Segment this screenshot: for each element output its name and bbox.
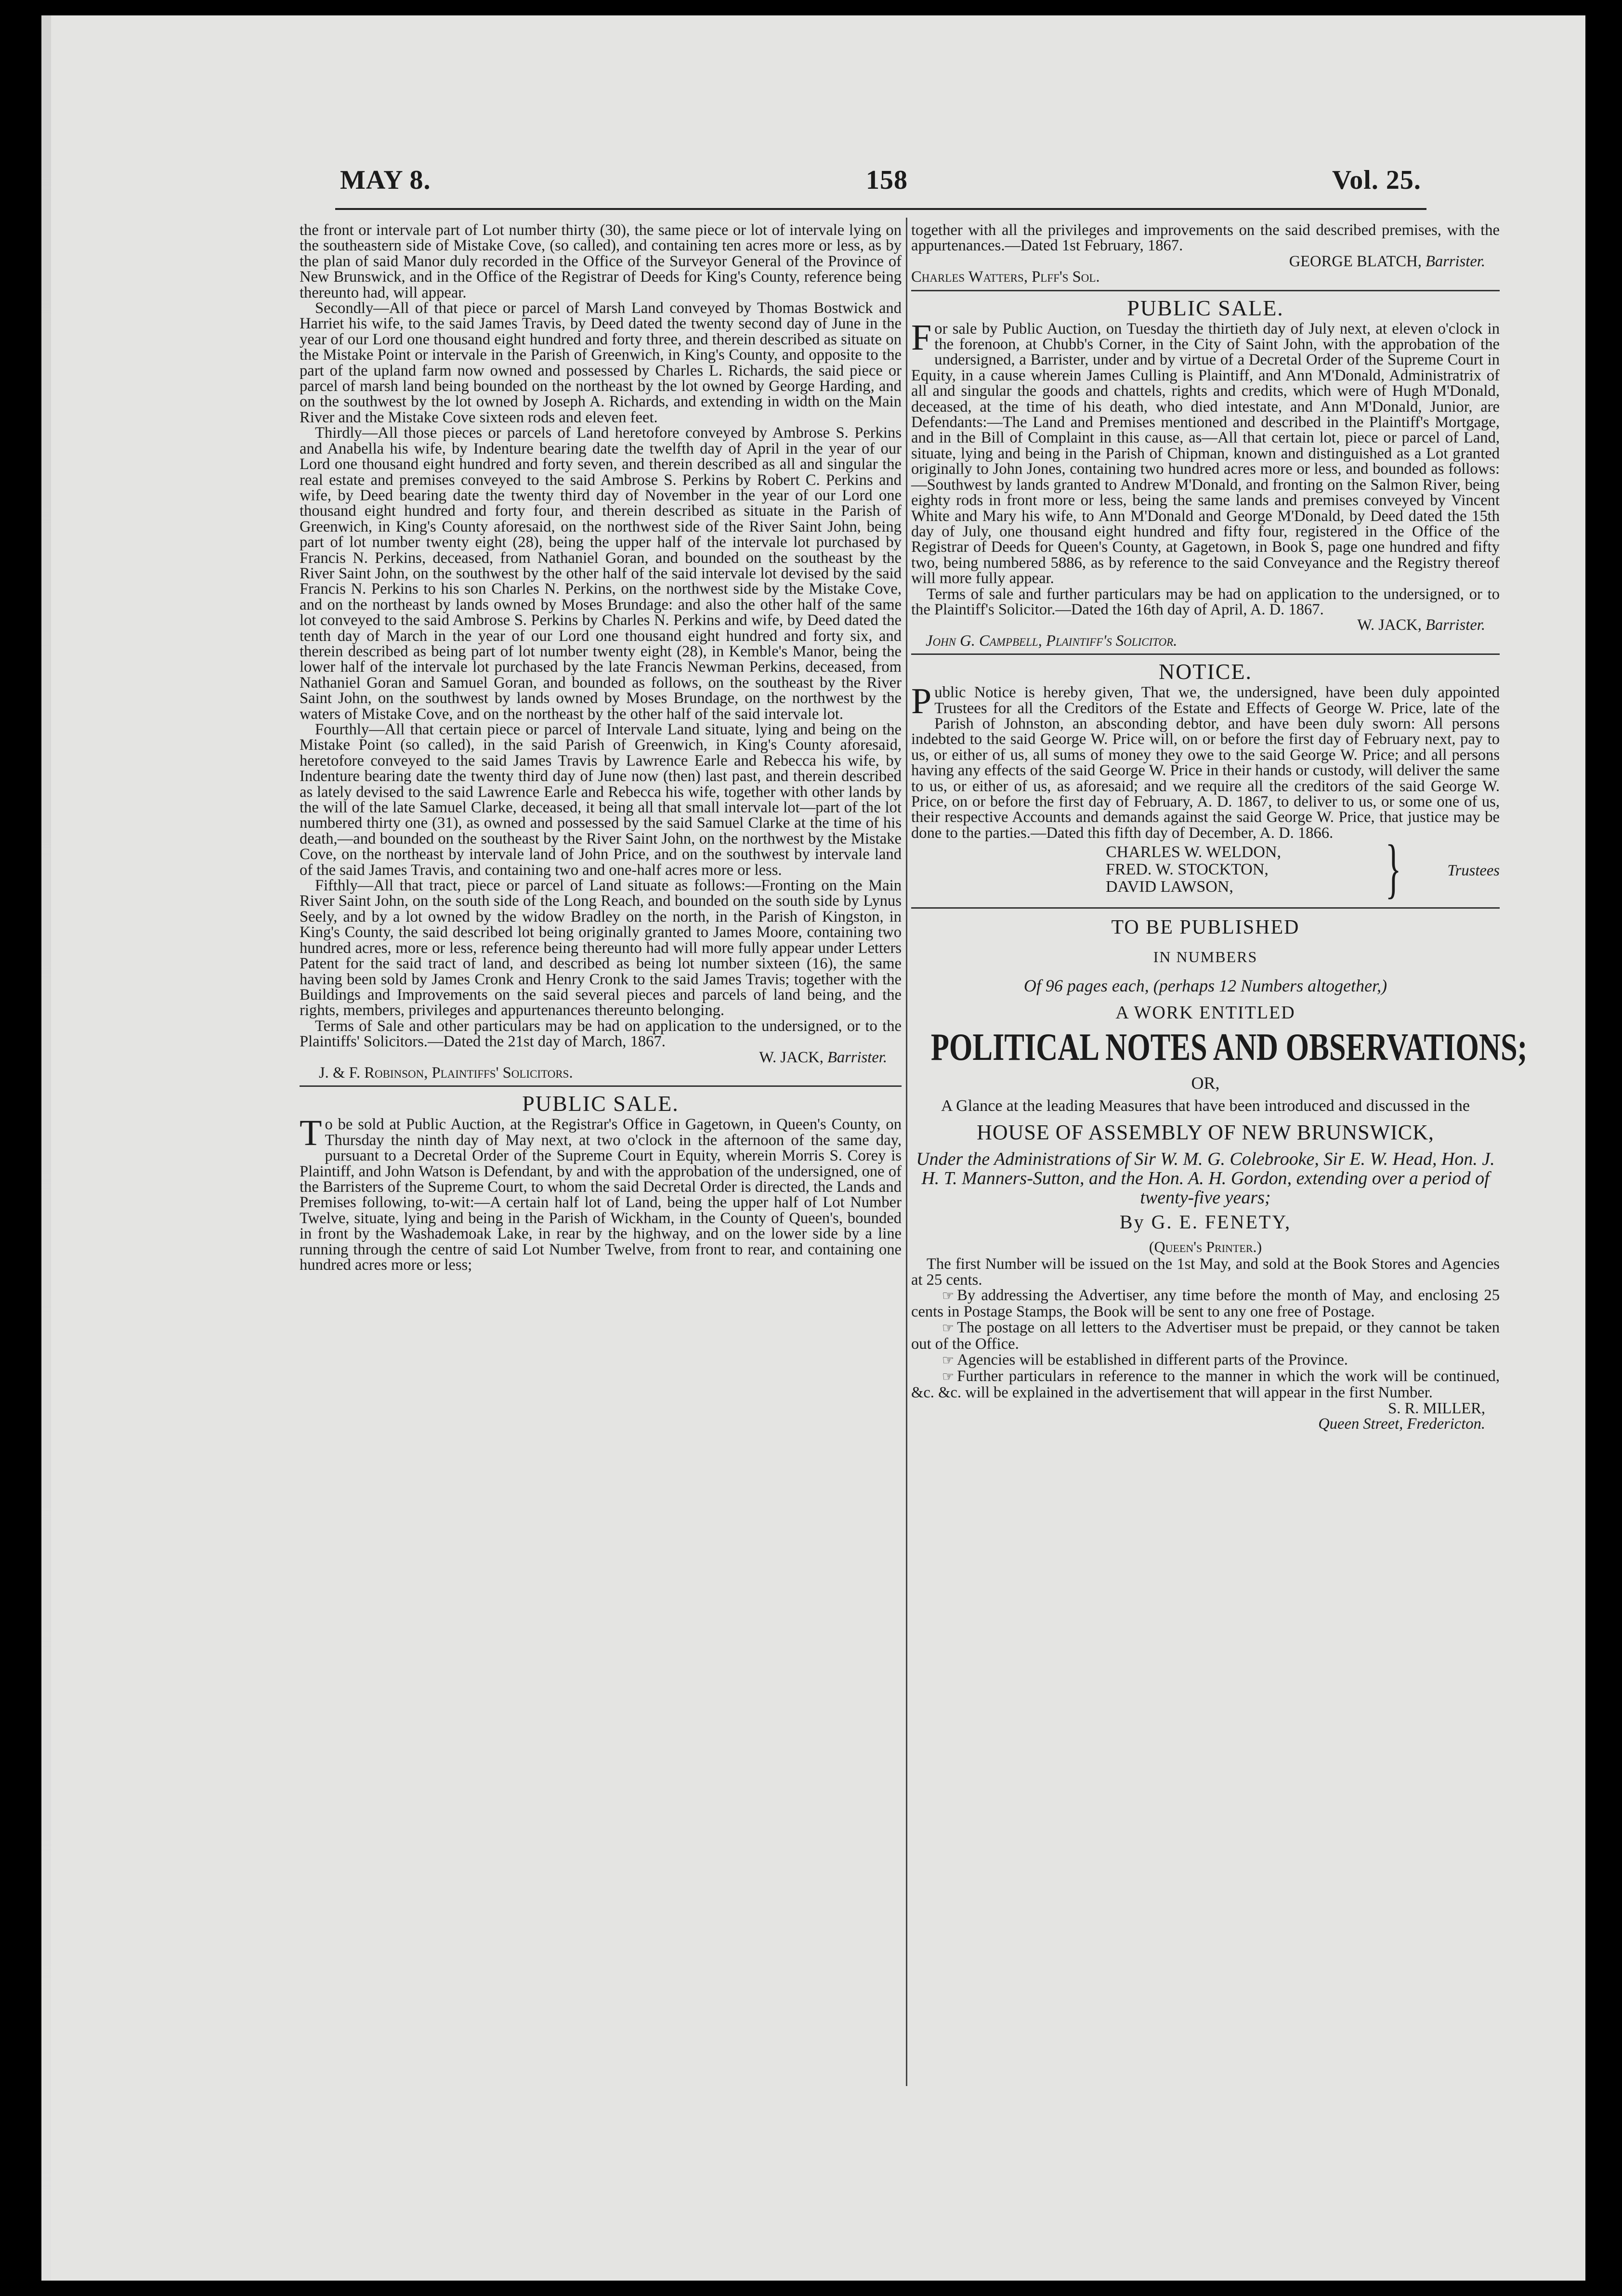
trustees-block: [911, 831, 1500, 905]
deed-paragraph-secondly: Secondly—All of that piece or parcel of Marsh Land conveyed by Thomas Bostwick and Harriet his wife, to the said James Travis, by Deed dated the twenty second day of June in the year of our Lord one thousand eight hundred and forty three, and therein described as situate on the Mistake Point or intervale in the Parish of Greenwich, in King's County, and opposite to the part of the upland farm now owned and possessed by Charles L. Richards, the said piece or parcel of marsh land being bounded on the northeast by the lot owned by George Harding, and on the southwest by the lot owned by Joseph A. Richards, and extending in width on the Main River and the Mistake Cove sixteen rods and eleven feet.: [300, 300, 902, 426]
signature-blatch: [911, 254, 1500, 269]
solicitor-line: Charles Watters, Plff's Sol.: [911, 268, 1100, 286]
deed-paragraph-first: the front or intervale part of Lot number thirty (30), the same piece or lot of intervale lying on the southeastern side of Mistake Cove, (so called), and containing ten acres more or less, as by the plan of said Manor duly recorded in the Office of the Surveyor General of the Province of New Brunswick, and in the Office of the Registrar of Deeds for King's County, reference being thereunto had, will appear.: [300, 222, 902, 301]
publication-printer: (Queen's Printer.): [1149, 1238, 1262, 1256]
publication-pages: Of 96 pages each, (perhaps 12 Numbers altogether,): [1023, 976, 1387, 996]
publication-author: By G. E. FENETY,: [1119, 1211, 1292, 1233]
notice-text: Public Notice is hereby given, That we, the undersigned, have been duly appointed Trustees for all the Creditors of the Estate and Effects of George W. Price, late of the Parish of Johnston, an absconding debtor, and have been duly sworn: All persons indebted to the said George W. Price will, on or before the first day of February next, pay to us, or either of us, all sums of money they owe to the said George W. Price; and all persons having any effects of the said George W. Price in their hands or custody, will deliver the same to us, or either of us, as aforesaid; and we require all the creditors of the said George W. Price, on or before the first day of February, A. D. 1867, to deliver to us, or some one of us, their respective Accounts and demands against the said George W. Price, that justice may be done to the parties.—Dated this fifth day of December, A. D. 1866.: [911, 681, 1500, 842]
signature: [300, 1050, 902, 1065]
signature-name: GEORGE BLATCH,: [1289, 252, 1422, 270]
trustee-name: CHARLES W. WELDON,: [1106, 843, 1281, 861]
publication-note-postage: [911, 1288, 1500, 1320]
trustee-name: FRED. W. STOCKTON,: [1106, 861, 1269, 879]
deed-paragraph-fifthly: Fifthly—All that tract, piece or parcel of Land situate as follows:—Fronting on the Main River Saint John, on the south side of the Long Reach, and bounded on the south side by Lynus Seely, and by a lot owned by the widow Bradley on the north, in the Parish of Kingston, in King's County, the said described lot being originally granted to James Moore, containing two hundred acres, more or less, reference being thereunto had will more fully appear under Letters Patent for the said tract of land, and described as being lot number sixteen (16), the same having been sold by James Cronk and Henry Cronk to the said James Travis; together with the Buildings and Improvements on the said several pieces and parcels of land being, and the rights, members, privileges and appurtenances thereunto belonging.: [300, 877, 902, 1019]
deed-paragraph-thirdly: Thirdly—All those pieces or parcels of Land heretofore conveyed by Ambrose S. Perkins and Anabella his wife, by Indenture bearing date the twelfth day of April in the year of our Lord one thousand eight hundred and forty seven, and therein described as all and singular the real estate and premises conveyed to the said Ambrose S. Perkins by Robert C. Perkins and wife, by Deed bearing date the twenty third day of November in the year of our Lord one thousand eight hundred and forty four, and therein described as situate in the Parish of Greenwich, in King's County aforesaid, on the northwest side of the River Saint John, being part of lot number twenty eight (28), being the upper half of the intervale lot purchased by Francis N. Perkins, deceased, from Nathaniel Goran, and bounded on the southeast by the River Saint John, on the southwest by the other half of the said intervale lot devised by the said Francis N. Perkins to his son Charles N. Perkins, on the northwest side by the Mistake Cove, and on the northeast by lands owned by Moses Brundage: and also the other half of the same lot conveyed to the said Ambrose S. Perkins by Charles N. Perkins and wife, by Deed dated the tenth day of March in the year of our Lord one thousand eight hundred and forty six, and therein described as being part of lot number twenty eight (28), in Kemble's Manor, being the lower half of the intervale lot purchased by the late Francis Newman Perkins, deceased, from Nathaniel Goran and Samuel Goran, and bounded as follows, on the southeast by the River Saint John, on the southwest by lands owned by Moses Brundage, on the northwest by the waters of Mistake Cove, and on the northeast by the other half of the said intervale lot.: [300, 424, 902, 723]
header-volume: Vol. 25.: [1332, 165, 1421, 195]
public-sale-heading: PUBLIC SALE.: [522, 1091, 679, 1116]
deed-paragraph-fourthly: Fourthly—All that certain piece or parcel of Intervale Land situate, lying and being on the Mistake Point (so called), in the said Parish of Greenwich, in King's County aforesaid, heretofore conveyed to the said James Travis by Lawrence Earle and Rebecca his wife, by Indenture bearing date the twenty third day of June now (then) last past, and therein described as lately devised to the said Lawrence Earle and Rebecca his wife, together with other lands by the will of the late Samuel Clarke, deceased, it being all that small intervale lot—part of the lot numbered thirty one (31), as owned and possessed by the said Samuel Clarke at the time of his death,—and bounded on the southeast by the River Saint John, on the northwest by the Mistake Cove, on the northeast by intervale land of John Price, and on the southwest by intervale land of the said James Travis, and containing two and one-half acres more or less.: [300, 721, 902, 879]
note-text: Agencies will be established in different parts of the Province.: [957, 1351, 1348, 1369]
left-column: [300, 222, 902, 1273]
trustee-names: [1106, 844, 1281, 896]
signature-name: W. JACK,: [1357, 616, 1422, 634]
section-rule: [911, 907, 1500, 909]
note-text: Further particulars in reference to the manner in which the work will be continued, &c. &c. will be explained in the advertisement that will appear in the first Number.: [911, 1368, 1500, 1402]
pointing-hand-icon: ☞: [942, 1370, 955, 1385]
note-text: The postage on all letters to the Advertiser must be prepaid, or they cannot be taken out of the Office.: [911, 1318, 1500, 1353]
solicitor-line-2: John G. Campbell, Plaintiff's Solicitor.: [926, 632, 1177, 650]
solicitors-line: J. & F. Robinson, Plaintiffs' Solicitors.: [319, 1064, 573, 1082]
signature-title: Barrister.: [1426, 616, 1485, 634]
notice-heading: NOTICE.: [1158, 659, 1253, 684]
terms-of-sale: Terms of Sale and other particulars may be had on application to the undersigned, or to the Plaintiffs' Solicitors.—Dated the 21st day of March, 1867.: [300, 1017, 902, 1051]
brace-glyph: }: [1385, 831, 1401, 905]
signature-title: Barrister.: [1426, 252, 1485, 270]
section-rule: [300, 1085, 902, 1087]
column-divider: [906, 218, 907, 2086]
pointing-hand-icon: ☞: [942, 1320, 955, 1336]
pointing-hand-icon: ☞: [942, 1289, 955, 1304]
signature-miller: S. R. MILLER,: [1388, 1399, 1485, 1417]
scan-edge: [41, 15, 51, 2281]
publication-title: POLITICAL NOTES AND OBSERVATIONS;: [930, 1026, 1528, 1069]
right-column: [911, 222, 1528, 1433]
note-text: By addressing the Advertiser, any time before the month of May, and enclosing 25 cents in Postage Stamps, the Book will be sent to any one free of Postage.: [911, 1287, 1500, 1321]
publication-house: HOUSE OF ASSEMBLY OF NEW BRUNSWICK,: [977, 1121, 1434, 1145]
publication-note-prepaid: [911, 1320, 1500, 1352]
publication-in-numbers: IN NUMBERS: [1153, 948, 1258, 966]
trustee-name: DAVID LAWSON,: [1106, 878, 1233, 896]
sale-terms: Terms of sale and further particulars may be had on application to the undersigned, or to the Plaintiff's Solicitor.—Dated the 16th day of April, A. D. 1867.: [911, 585, 1500, 618]
signature-address: Queen Street, Fredericton.: [1318, 1415, 1485, 1433]
publication-first-number: The first Number will be issued on the 1st May, and sold at the Book Stores and Agencies at 25 cents.: [911, 1255, 1500, 1289]
header-page-number: 158: [866, 165, 908, 195]
publication-work-entitled: A WORK ENTITLED: [1115, 1003, 1295, 1023]
publication-administrations: Under the Administrations of Sir W. M. G. Colebrooke, Sir E. W. Head, Hon. J. H. T. Manners-Sutton, and the Hon. A. H. Gordon, extending over a period of twenty-five years;: [916, 1149, 1495, 1208]
publication-subtitle: A Glance at the leading Measures that have been introduced and discussed in the: [941, 1097, 1470, 1115]
public-sale-text: To be sold at Public Auction, at the Registrar's Office in Gagetown, in Queen's County, on Thursday the ninth day of May next, at two o'clock in the afternoon of the same day, pursuant to a Decretal Order of the Supreme Court in Equity, wherein Morris S. Corey is Plaintiff, and John Watson is Defendant, by and with the approbation of the undersigned, one of the Barristers of the Supreme Court, to whom the said Decretal Order is directed, the Lands and Premises following, to-wit:—A certain half lot of Land, being the upper half of Lot Number Twelve, situate, lying and being in the Parish of Wickham, in the County of Queen's, bounded in front by the Washademoak Lake, in rear by the highway, and on the lower side by a line running through the centre of said Lot Number Twelve, from front to rear, and containing one hundred acres more or less;: [300, 1113, 902, 1274]
continued-text: together with all the privileges and improvements on the said described premises, with the appurtenances.—Dated 1st February, 1867.: [911, 222, 1500, 255]
signature-name: W. JACK,: [759, 1048, 824, 1066]
trustees-label: Trustees: [1447, 862, 1500, 880]
publication-note-agencies: [911, 1352, 1500, 1369]
section-rule: [911, 653, 1500, 655]
public-sale-heading-2: PUBLIC SALE.: [1127, 295, 1284, 320]
publication-note-particulars: [911, 1369, 1500, 1401]
public-sale-text-2: For sale by Public Auction, on Tuesday the thirtieth day of July next, at eleven o'clock in the forenoon, at Chubb's Corner, in the City of Saint John, with the approbation of the undersigned, a Barrister, under and by virtue of a Decretal Order of the Supreme Court in Equity, in a cause wherein James Culling is Plaintiff, and Ann M'Donald, Administratrix of all and singular the goods and chattels, rights and credits, which were of Hugh M'Donald, deceased, at the time of his death, who died intestate, and Ann M'Donald, Junior, are Defendants:—The Land and Premises mentioned and described in the Plaintiff's Mortgage, and in the Bill of Complaint in this cause, as—All that certain lot, piece or parcel of Land, situate, lying and being in the Parish of Chipman, known and distinguished as a Lot granted originally to John Jones, containing two hundred acres more or less, and bounded as follows:—Southwest by lands granted to Andrew M'Donald, and fronting on the Salmon River, being eighty rods in front more or less, being the same lands and premises conveyed by Vincent White and Mary his wife, to Ann M'Donald and George M'Donald, by Deed dated the 15th day of July, one thousand eight hundred and fifty four, registered in the Office of the Registrar of Deeds for Queen's County, at Gagetown, in Book S, page one hundred and fifty two, being numbered 5886, as by reference to the said Conveyance and the Registry thereof will more fully appear.: [911, 317, 1500, 587]
pointing-hand-icon: ☞: [942, 1353, 955, 1368]
header-date: MAY 8.: [340, 165, 431, 195]
publication-heading: TO BE PUBLISHED: [1111, 916, 1300, 939]
signature-jack: [911, 617, 1500, 633]
publication-or: OR,: [1191, 1073, 1220, 1093]
header-rule: [335, 208, 1426, 210]
newspaper-page: [41, 15, 1585, 2281]
signature-title: Barrister.: [827, 1048, 887, 1066]
section-rule: [911, 290, 1500, 291]
